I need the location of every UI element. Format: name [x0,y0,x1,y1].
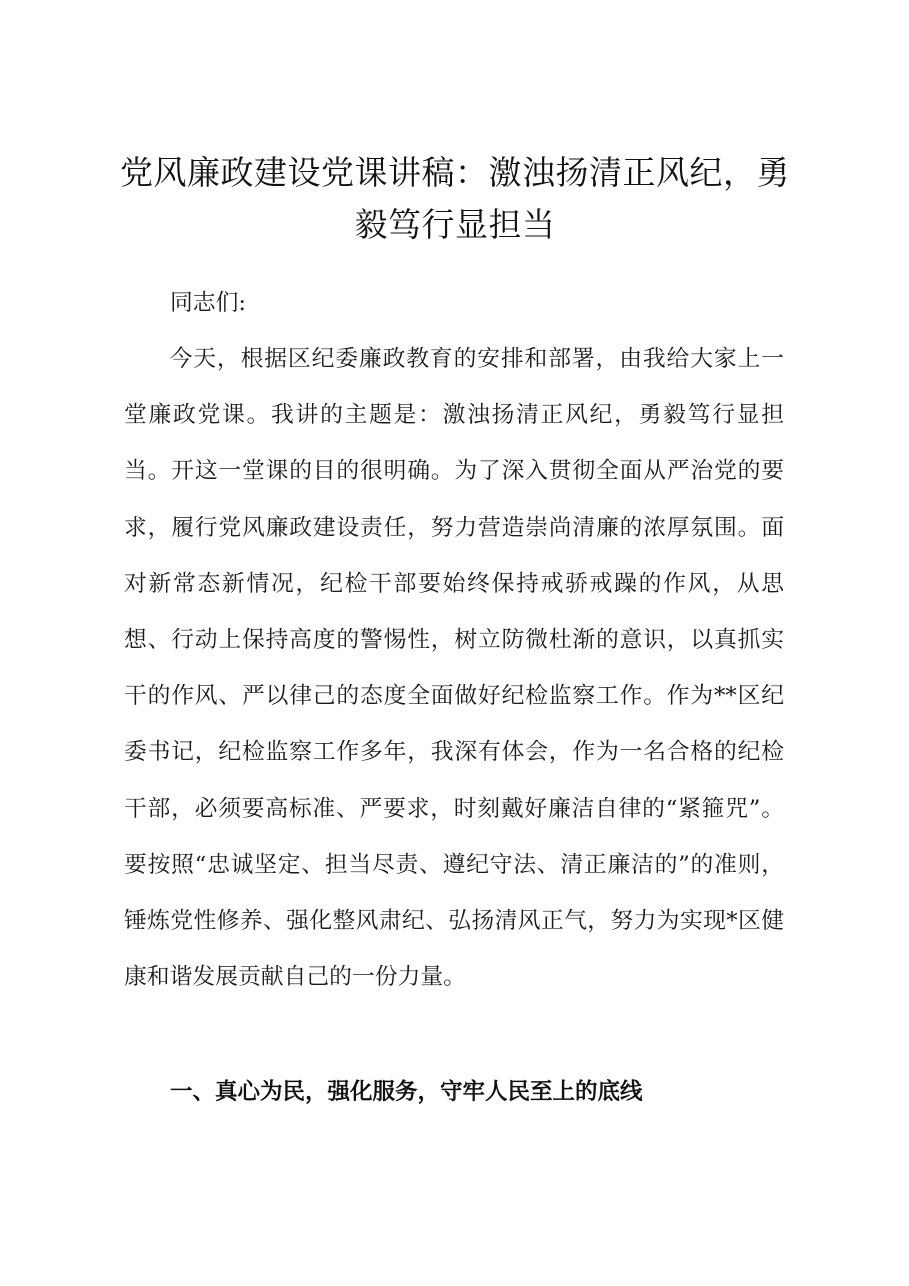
salutation: 同志们: [170,290,247,316]
section-heading: 一、真心为民，强化服务，守牢人民至上的底线 [170,1079,643,1105]
body-paragraph: 今天，根据区纪委廉政教育的安排和部署，由我给大家上一堂廉政党课。我讲的主题是：激浊扬清正风纪，勇毅笃行显担当。开这一堂课的目的很明确。为了深入贯彻全面从严治党的要求，履行党风廉政建设责任，努力营造崇尚清廉的浓厚氛围。面对新常态新情况，纪检干部要始终保持戒骄戒躁的作风，从思想、行动上保持高度的警惕性，树立防微杜渐的意识，以真抓实干的作风、严以律己的态度全面做好纪检监察工作。作为**区纪委书记，纪检监察工作多年，我深有体会，作为一名合格的纪检干部，必须要高标准、严要求，时刻戴好廉洁自律的“紧箍咒”。要按照“忠诚坚定、担当尽责、遵纪守法、清正廉洁的”的准则，锤炼党性修养、强化整风肃纪、弘扬清风正气，努力为实现*区健康和谐发展贡献自己的一份力量。 [124,346,784,991]
document-title: 党风廉政建设党课讲稿：激浊扬清正风纪，勇毅笃行显担当 [120,153,790,244]
